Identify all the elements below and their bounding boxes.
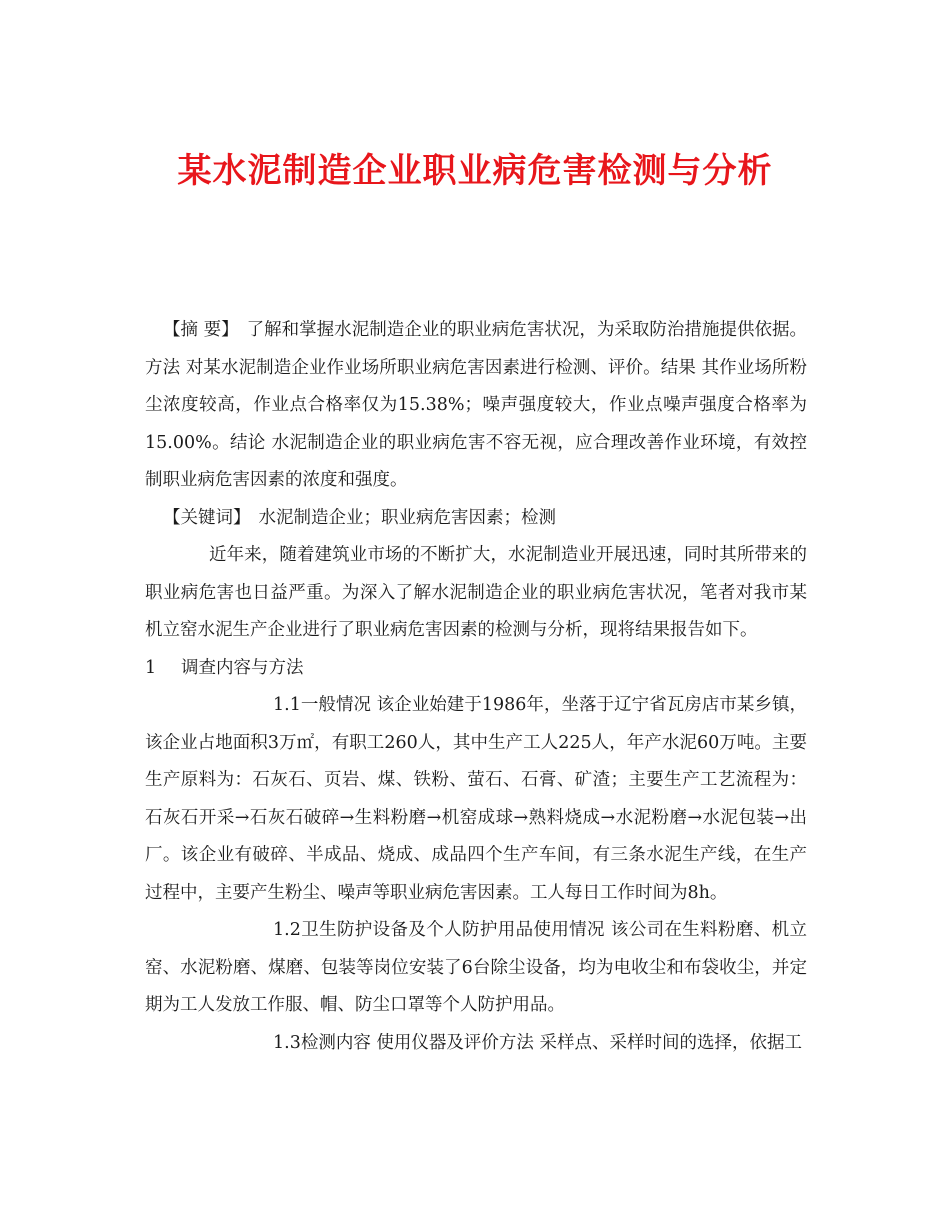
section-1-title: 调查内容与方法 <box>181 657 304 678</box>
subsection-1-2-paragraph <box>145 912 807 1025</box>
document-title: 某水泥制造企业职业病危害检测与分析 <box>177 150 773 191</box>
intro-paragraph: 近年来，随着建筑业市场的不断扩大，水泥制造业开展迅速，同时其所带来的职业病危害也日益严重。为深入了解水泥制造企业的职业病危害状况，笔者对我市某机立窑水泥生产企业进行了职业病危害因素的检测与分析，现将结果报告如下。 <box>145 545 807 640</box>
section-1-number: 1 <box>145 657 157 678</box>
keywords-text: 水泥制造企业；职业病危害因素；检测 <box>258 507 556 528</box>
subsection-1-3-text: 检测内容 使用仪器及评价方法 采样点、采样时间的选择，依据工 <box>300 1032 802 1053</box>
keywords-paragraph <box>145 500 807 538</box>
subsection-1-3-paragraph <box>145 1025 807 1063</box>
subsection-1-1-number: 1.1 <box>273 695 301 715</box>
subsection-1-2-text: 卫生防护设备及个人防护用品使用情况 该公司在生料粉磨、机立窑、水泥粉磨、煤磨、包装等岗位安装了6台除尘设备，均为电收尘和布袋收尘，并定期为工人发放工作服、帽、防尘口罩等个人防护用品。 <box>145 920 807 1015</box>
subsection-1-2-number: 1.2 <box>273 920 301 940</box>
subsection-1-1-text: 一般情况 该企业始建于1986年，坐落于辽宁省瓦房店市某乡镇，该企业占地面积3万㎡，有职工260人，其中生产工人225人，年产水泥60万吨。主要生产原料为：石灰石、页岩、煤、铁粉、萤石、石膏、矿渣；主要生产工艺流程为：石灰石开采→石灰石破碎→生料粉磨→机窑成球→熟料烧成→水泥粉磨→水泥包装→出厂。该企业有破碎、半成品、烧成、成品四个生产车间，有三条水泥生产线，在生产过程中，主要产生粉尘、噪声等职业病危害因素。工人每日工作时间为8h。 <box>145 695 807 903</box>
abstract-text: 了解和掌握水泥制造企业的职业病危害状况，为采取防治措施提供依据。方法 对某水泥制造企业作业场所职业病危害因素进行检测、评价。结果 其作业场所粉尘浓度较高，作业点合格率仅为15.38%；噪声强度较大，作业点噪声强度合格率为15.00%。结论 水泥制造企业的职业病危害不容无视，应合理改善作业环境，有效控制职业病危害因素的浓度和强度。 <box>145 320 807 490</box>
keywords-label: 【关键词】 <box>163 507 251 528</box>
subsection-1-3-number: 1.3 <box>273 1032 301 1053</box>
abstract-label: 【摘 要】 <box>163 320 239 340</box>
abstract-paragraph <box>145 312 807 500</box>
subsection-1-1-paragraph <box>145 687 807 912</box>
section-1-heading <box>145 650 807 688</box>
document-body <box>145 312 807 1062</box>
